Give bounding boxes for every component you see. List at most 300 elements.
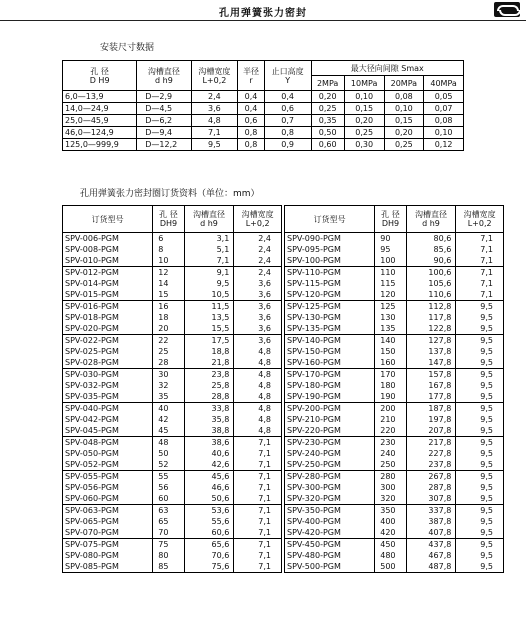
cell-bore: 50 [153, 448, 184, 459]
col-bore-header: 孔 径 DH9 [375, 206, 406, 233]
cell-bore: 12 [153, 267, 184, 279]
cell-groove-width: 9,5 [456, 482, 504, 493]
cell-groove-dia: 60,6 [184, 527, 234, 539]
cell-bore: 15 [153, 289, 184, 301]
cell-bore: 42 [153, 414, 184, 425]
cell-bore: 30 [153, 369, 184, 381]
cell-model: SPV-350-PGM [285, 505, 375, 517]
cell-model: SPV-190-PGM [285, 391, 375, 403]
cell-bore: 220 [375, 425, 406, 437]
cell-groove-width: 7,1 [234, 482, 282, 493]
cell-groove-width: 7,1 [234, 448, 282, 459]
col-bore-header: 孔 径 DH9 [153, 206, 184, 233]
cell-groove-dia: D—6,2 [137, 115, 191, 127]
cell-bore: 320 [375, 493, 406, 505]
brand-logo-icon [494, 2, 520, 17]
cell-model: SPV-240-PGM [285, 448, 375, 459]
cell-groove-dia: 177,8 [406, 391, 456, 403]
cell-groove-dia: 407,8 [406, 527, 456, 539]
cell-groove-dia: 50,6 [184, 493, 234, 505]
cell-radius: 0,4 [238, 103, 265, 115]
cell-bore: 400 [375, 516, 406, 527]
table-row [63, 505, 282, 517]
cell-groove-dia: 467,8 [406, 550, 456, 561]
cell-groove-dia: 487,8 [406, 561, 456, 573]
cell-model: SPV-008-PGM [63, 244, 153, 255]
table-row [285, 403, 504, 415]
table-row [285, 323, 504, 335]
table-row [63, 448, 282, 459]
cell-groove-width: 7,1 [456, 233, 504, 245]
cell-bore: 10 [153, 255, 184, 267]
col-groove-width-header: 沟槽宽度 L+0,2 [456, 206, 504, 233]
cell-groove-width: 7,1 [456, 289, 504, 301]
cell-bore: 120 [375, 289, 406, 301]
cell-groove-dia: 18,8 [184, 346, 234, 357]
cell-groove-dia: 127,8 [406, 335, 456, 347]
cell-groove-dia: 117,8 [406, 312, 456, 323]
cell-groove-dia: 13,5 [184, 312, 234, 323]
cell-radius: 0,4 [238, 91, 265, 103]
cell-groove-width: 9,5 [456, 437, 504, 449]
cell-model: SPV-300-PGM [285, 482, 375, 493]
cell-bore: 230 [375, 437, 406, 449]
cell-groove-dia: 237,8 [406, 459, 456, 471]
table-row [285, 516, 504, 527]
cell-groove-dia: 287,8 [406, 482, 456, 493]
table-row [285, 301, 504, 313]
cell-groove-width: 9,5 [456, 312, 504, 323]
col-radius-header: 半径 r [238, 61, 265, 91]
cell-model: SPV-050-PGM [63, 448, 153, 459]
cell-model: SPV-070-PGM [63, 527, 153, 539]
cell-groove-dia: 33,8 [184, 403, 234, 415]
cell-model: SPV-063-PGM [63, 505, 153, 517]
cell-gap-20mpa: 0,15 [384, 115, 424, 127]
cell-groove-dia: 17,5 [184, 335, 234, 347]
cell-groove-dia: 45,6 [184, 471, 234, 483]
cell-bore-range: 125,0—999,9 [63, 139, 137, 151]
cell-bore: 115 [375, 278, 406, 289]
cell-groove-width: 4,8 [234, 414, 282, 425]
table-row [63, 527, 282, 539]
cell-model: SPV-095-PGM [285, 244, 375, 255]
cell-groove-dia: D—2,9 [137, 91, 191, 103]
cell-groove-width: 7,1 [234, 550, 282, 561]
table-row [285, 539, 504, 551]
ordering-data-title: 孔用弹簧张力密封圈订货资料（单位：mm） [80, 189, 260, 199]
cell-groove-width: 9,5 [456, 471, 504, 483]
table-row [285, 335, 504, 347]
cell-model: SPV-150-PGM [285, 346, 375, 357]
cell-bore: 160 [375, 357, 406, 369]
cell-bore: 35 [153, 391, 184, 403]
cell-groove-width: 3,6 [234, 278, 282, 289]
cell-step-height: 0,8 [264, 127, 311, 139]
table-row [285, 255, 504, 267]
cell-groove-width: 9,5 [456, 301, 504, 313]
cell-groove-dia: 15,5 [184, 323, 234, 335]
cell-groove-width: 2,4 [234, 233, 282, 245]
cell-bore: 110 [375, 267, 406, 279]
cell-model: SPV-180-PGM [285, 380, 375, 391]
cell-groove-dia: 80,6 [406, 233, 456, 245]
cell-groove-width: 9,5 [456, 493, 504, 505]
cell-groove-width: 7,1 [456, 267, 504, 279]
cell-groove-dia: 55,6 [184, 516, 234, 527]
cell-groove-dia: D—9,4 [137, 127, 191, 139]
table-row [63, 482, 282, 493]
cell-groove-dia: 207,8 [406, 425, 456, 437]
table-row [63, 459, 282, 471]
cell-groove-width: 4,8 [234, 346, 282, 357]
cell-groove-width: 9,5 [191, 139, 238, 151]
cell-model: SPV-085-PGM [63, 561, 153, 573]
cell-model: SPV-055-PGM [63, 471, 153, 483]
cell-bore: 250 [375, 459, 406, 471]
page-title: 孔用弹簧张力密封 [219, 8, 307, 19]
cell-groove-dia: 137,8 [406, 346, 456, 357]
cell-groove-dia: 42,6 [184, 459, 234, 471]
cell-bore-range: 46,0—124,9 [63, 127, 137, 139]
cell-groove-dia: 40,6 [184, 448, 234, 459]
table-row [63, 539, 282, 551]
cell-groove-width: 9,5 [456, 346, 504, 357]
cell-groove-width: 9,5 [456, 527, 504, 539]
cell-model: SPV-480-PGM [285, 550, 375, 561]
cell-groove-dia: 105,6 [406, 278, 456, 289]
cell-groove-width: 4,8 [234, 369, 282, 381]
cell-bore-range: 6,0—13,9 [63, 91, 137, 103]
cell-bore: 48 [153, 437, 184, 449]
cell-groove-width: 9,5 [456, 369, 504, 381]
cell-model: SPV-170-PGM [285, 369, 375, 381]
cell-gap-2mpa: 0,25 [311, 103, 344, 115]
cell-groove-dia: 5,1 [184, 244, 234, 255]
cell-groove-width: 9,5 [456, 357, 504, 369]
cell-bore: 70 [153, 527, 184, 539]
cell-bore: 20 [153, 323, 184, 335]
col-model-header: 订货型号 [63, 206, 153, 233]
col-model-header: 订货型号 [285, 206, 375, 233]
table-row [285, 391, 504, 403]
cell-model: SPV-420-PGM [285, 527, 375, 539]
cell-bore: 130 [375, 312, 406, 323]
table-row [63, 391, 282, 403]
cell-bore: 170 [375, 369, 406, 381]
cell-groove-dia: 75,6 [184, 561, 234, 573]
cell-model: SPV-012-PGM [63, 267, 153, 279]
cell-groove-width: 4,8 [234, 403, 282, 415]
table-row [63, 516, 282, 527]
cell-groove-width: 9,5 [456, 448, 504, 459]
cell-model: SPV-130-PGM [285, 312, 375, 323]
cell-groove-width: 9,5 [456, 516, 504, 527]
cell-groove-dia: 21,8 [184, 357, 234, 369]
col-groove-dia-header: 沟槽直径 d h9 [184, 206, 234, 233]
cell-gap-10mpa: 0,30 [344, 139, 384, 151]
cell-model: SPV-280-PGM [285, 471, 375, 483]
cell-model: SPV-020-PGM [63, 323, 153, 335]
cell-groove-dia: 11,5 [184, 301, 234, 313]
table-row [285, 437, 504, 449]
table-row [63, 493, 282, 505]
installation-dimensions-title: 安装尺寸数据 [100, 43, 155, 53]
cell-model: SPV-450-PGM [285, 539, 375, 551]
cell-groove-width: 3,6 [234, 335, 282, 347]
table-row [63, 139, 464, 151]
cell-radius: 0,8 [238, 139, 265, 151]
table-row [63, 301, 282, 313]
cell-model: SPV-135-PGM [285, 323, 375, 335]
cell-groove-dia: 25,8 [184, 380, 234, 391]
cell-groove-width: 3,6 [234, 301, 282, 313]
cell-bore: 32 [153, 380, 184, 391]
col-groove-dia-header: 沟槽直径 d h9 [406, 206, 456, 233]
table-row [63, 91, 464, 103]
cell-step-height: 0,4 [264, 91, 311, 103]
cell-groove-width: 9,5 [456, 323, 504, 335]
table-row [285, 233, 504, 245]
cell-groove-width: 9,5 [456, 380, 504, 391]
cell-bore: 18 [153, 312, 184, 323]
cell-groove-width: 7,1 [191, 127, 238, 139]
cell-groove-dia: 9,5 [184, 278, 234, 289]
cell-gap-10mpa: 0,15 [344, 103, 384, 115]
cell-model: SPV-090-PGM [285, 233, 375, 245]
cell-groove-width: 7,1 [234, 493, 282, 505]
cell-groove-width: 7,1 [234, 561, 282, 573]
cell-groove-dia: 110,6 [406, 289, 456, 301]
cell-bore-range: 25,0—45,9 [63, 115, 137, 127]
col-groove-dia-header: 沟槽直径 d h9 [137, 61, 191, 91]
cell-groove-width: 3,6 [191, 103, 238, 115]
cell-groove-dia: 46,6 [184, 482, 234, 493]
cell-model: SPV-014-PGM [63, 278, 153, 289]
table-row [285, 493, 504, 505]
cell-groove-dia: 23,8 [184, 369, 234, 381]
cell-bore-range: 14,0—24,9 [63, 103, 137, 115]
cell-groove-dia: 3,1 [184, 233, 234, 245]
cell-bore: 90 [375, 233, 406, 245]
table-row [285, 471, 504, 483]
cell-groove-width: 2,4 [191, 91, 238, 103]
cell-groove-width: 2,4 [234, 255, 282, 267]
cell-bore: 150 [375, 346, 406, 357]
cell-bore: 280 [375, 471, 406, 483]
cell-groove-dia: 337,8 [406, 505, 456, 517]
cell-bore: 25 [153, 346, 184, 357]
table-row [285, 459, 504, 471]
cell-groove-width: 7,1 [234, 527, 282, 539]
cell-groove-width: 4,8 [234, 380, 282, 391]
table-row [63, 437, 282, 449]
cell-groove-width: 7,1 [456, 255, 504, 267]
cell-groove-width: 2,4 [234, 267, 282, 279]
cell-radius: 0,8 [238, 127, 265, 139]
cell-groove-width: 9,5 [456, 550, 504, 561]
table-row [63, 115, 464, 127]
cell-groove-dia: 217,8 [406, 437, 456, 449]
table-row [63, 267, 282, 279]
table-row [63, 380, 282, 391]
cell-groove-dia: 307,8 [406, 493, 456, 505]
cell-groove-width: 7,1 [234, 471, 282, 483]
table-row [63, 103, 464, 115]
cell-groove-width: 7,1 [234, 539, 282, 551]
cell-model: SPV-016-PGM [63, 301, 153, 313]
cell-groove-width: 4,8 [234, 357, 282, 369]
cell-model: SPV-010-PGM [63, 255, 153, 267]
table-row [63, 425, 282, 437]
table-row [285, 561, 504, 573]
cell-model: SPV-065-PGM [63, 516, 153, 527]
cell-bore: 480 [375, 550, 406, 561]
cell-bore: 95 [375, 244, 406, 255]
cell-groove-dia: 122,8 [406, 323, 456, 335]
col-bore-header: 孔 径 D H9 [63, 61, 137, 91]
cell-groove-dia: D—12,2 [137, 139, 191, 151]
cell-gap-2mpa: 0,35 [311, 115, 344, 127]
cell-groove-width: 3,6 [234, 312, 282, 323]
table-row [63, 323, 282, 335]
cell-model: SPV-022-PGM [63, 335, 153, 347]
cell-model: SPV-006-PGM [63, 233, 153, 245]
cell-model: SPV-125-PGM [285, 301, 375, 313]
table-row [63, 244, 282, 255]
cell-bore: 300 [375, 482, 406, 493]
cell-model: SPV-250-PGM [285, 459, 375, 471]
cell-groove-width: 7,1 [234, 437, 282, 449]
cell-groove-width: 2,4 [234, 244, 282, 255]
cell-bore: 240 [375, 448, 406, 459]
col-10mpa-header: 10MPa [344, 76, 384, 91]
cell-groove-width: 9,5 [456, 505, 504, 517]
cell-groove-width: 9,5 [456, 335, 504, 347]
table-row [63, 414, 282, 425]
cell-model: SPV-100-PGM [285, 255, 375, 267]
cell-groove-width: 9,5 [456, 391, 504, 403]
cell-bore: 210 [375, 414, 406, 425]
cell-gap-40mpa: 0,08 [424, 115, 464, 127]
cell-radius: 0,6 [238, 115, 265, 127]
table-row [63, 312, 282, 323]
table-row [63, 550, 282, 561]
cell-model: SPV-160-PGM [285, 357, 375, 369]
table-row [285, 550, 504, 561]
cell-bore: 85 [153, 561, 184, 573]
cell-step-height: 0,7 [264, 115, 311, 127]
table-row [285, 425, 504, 437]
cell-model: SPV-025-PGM [63, 346, 153, 357]
cell-groove-dia: 85,6 [406, 244, 456, 255]
cell-model: SPV-140-PGM [285, 335, 375, 347]
table-row [63, 346, 282, 357]
cell-groove-dia: 28,8 [184, 391, 234, 403]
cell-model: SPV-400-PGM [285, 516, 375, 527]
col-groove-width-header: 沟槽宽度 L+0,2 [191, 61, 238, 91]
cell-groove-width: 7,1 [234, 516, 282, 527]
cell-bore: 14 [153, 278, 184, 289]
cell-bore: 420 [375, 527, 406, 539]
table-row [63, 403, 282, 415]
cell-groove-dia: 167,8 [406, 380, 456, 391]
cell-model: SPV-028-PGM [63, 357, 153, 369]
cell-groove-dia: D—4,5 [137, 103, 191, 115]
cell-model: SPV-115-PGM [285, 278, 375, 289]
cell-groove-width: 7,1 [456, 244, 504, 255]
table-row [285, 505, 504, 517]
cell-groove-width: 3,6 [234, 323, 282, 335]
cell-model: SPV-035-PGM [63, 391, 153, 403]
cell-groove-dia: 267,8 [406, 471, 456, 483]
cell-groove-dia: 38,6 [184, 437, 234, 449]
cell-groove-dia: 90,6 [406, 255, 456, 267]
table-row [285, 369, 504, 381]
cell-model: SPV-042-PGM [63, 414, 153, 425]
cell-bore: 75 [153, 539, 184, 551]
cell-model: SPV-500-PGM [285, 561, 375, 573]
table-row [63, 357, 282, 369]
cell-gap-2mpa: 0,20 [311, 91, 344, 103]
cell-groove-width: 9,5 [456, 561, 504, 573]
cell-bore: 180 [375, 380, 406, 391]
table-row [63, 335, 282, 347]
cell-model: SPV-045-PGM [63, 425, 153, 437]
cell-bore: 45 [153, 425, 184, 437]
cell-bore: 60 [153, 493, 184, 505]
cell-bore: 16 [153, 301, 184, 313]
cell-groove-dia: 38,8 [184, 425, 234, 437]
cell-model: SPV-230-PGM [285, 437, 375, 449]
col-20mpa-header: 20MPa [384, 76, 424, 91]
cell-bore: 190 [375, 391, 406, 403]
cell-model: SPV-048-PGM [63, 437, 153, 449]
cell-gap-40mpa: 0,12 [424, 139, 464, 151]
cell-groove-width: 9,5 [456, 403, 504, 415]
cell-bore: 8 [153, 244, 184, 255]
cell-model: SPV-056-PGM [63, 482, 153, 493]
table-row [63, 278, 282, 289]
cell-model: SPV-015-PGM [63, 289, 153, 301]
cell-groove-dia: 227,8 [406, 448, 456, 459]
cell-gap-20mpa: 0,10 [384, 103, 424, 115]
cell-gap-20mpa: 0,08 [384, 91, 424, 103]
cell-bore: 140 [375, 335, 406, 347]
cell-groove-width: 4,8 [191, 115, 238, 127]
table-row [285, 346, 504, 357]
table-row [285, 267, 504, 279]
cell-gap-40mpa: 0,05 [424, 91, 464, 103]
col-2mpa-header: 2MPa [311, 76, 344, 91]
cell-groove-dia: 7,1 [184, 255, 234, 267]
cell-gap-10mpa: 0,25 [344, 127, 384, 139]
cell-gap-20mpa: 0,20 [384, 127, 424, 139]
installation-dimensions-table [62, 60, 464, 151]
cell-groove-dia: 35,8 [184, 414, 234, 425]
cell-gap-10mpa: 0,20 [344, 115, 384, 127]
cell-step-height: 0,9 [264, 139, 311, 151]
cell-groove-dia: 65,6 [184, 539, 234, 551]
cell-bore: 450 [375, 539, 406, 551]
cell-bore: 350 [375, 505, 406, 517]
cell-groove-dia: 147,8 [406, 357, 456, 369]
cell-groove-width: 7,1 [456, 278, 504, 289]
cell-groove-width: 4,8 [234, 391, 282, 403]
cell-groove-dia: 70,6 [184, 550, 234, 561]
cell-bore: 22 [153, 335, 184, 347]
cell-bore: 80 [153, 550, 184, 561]
